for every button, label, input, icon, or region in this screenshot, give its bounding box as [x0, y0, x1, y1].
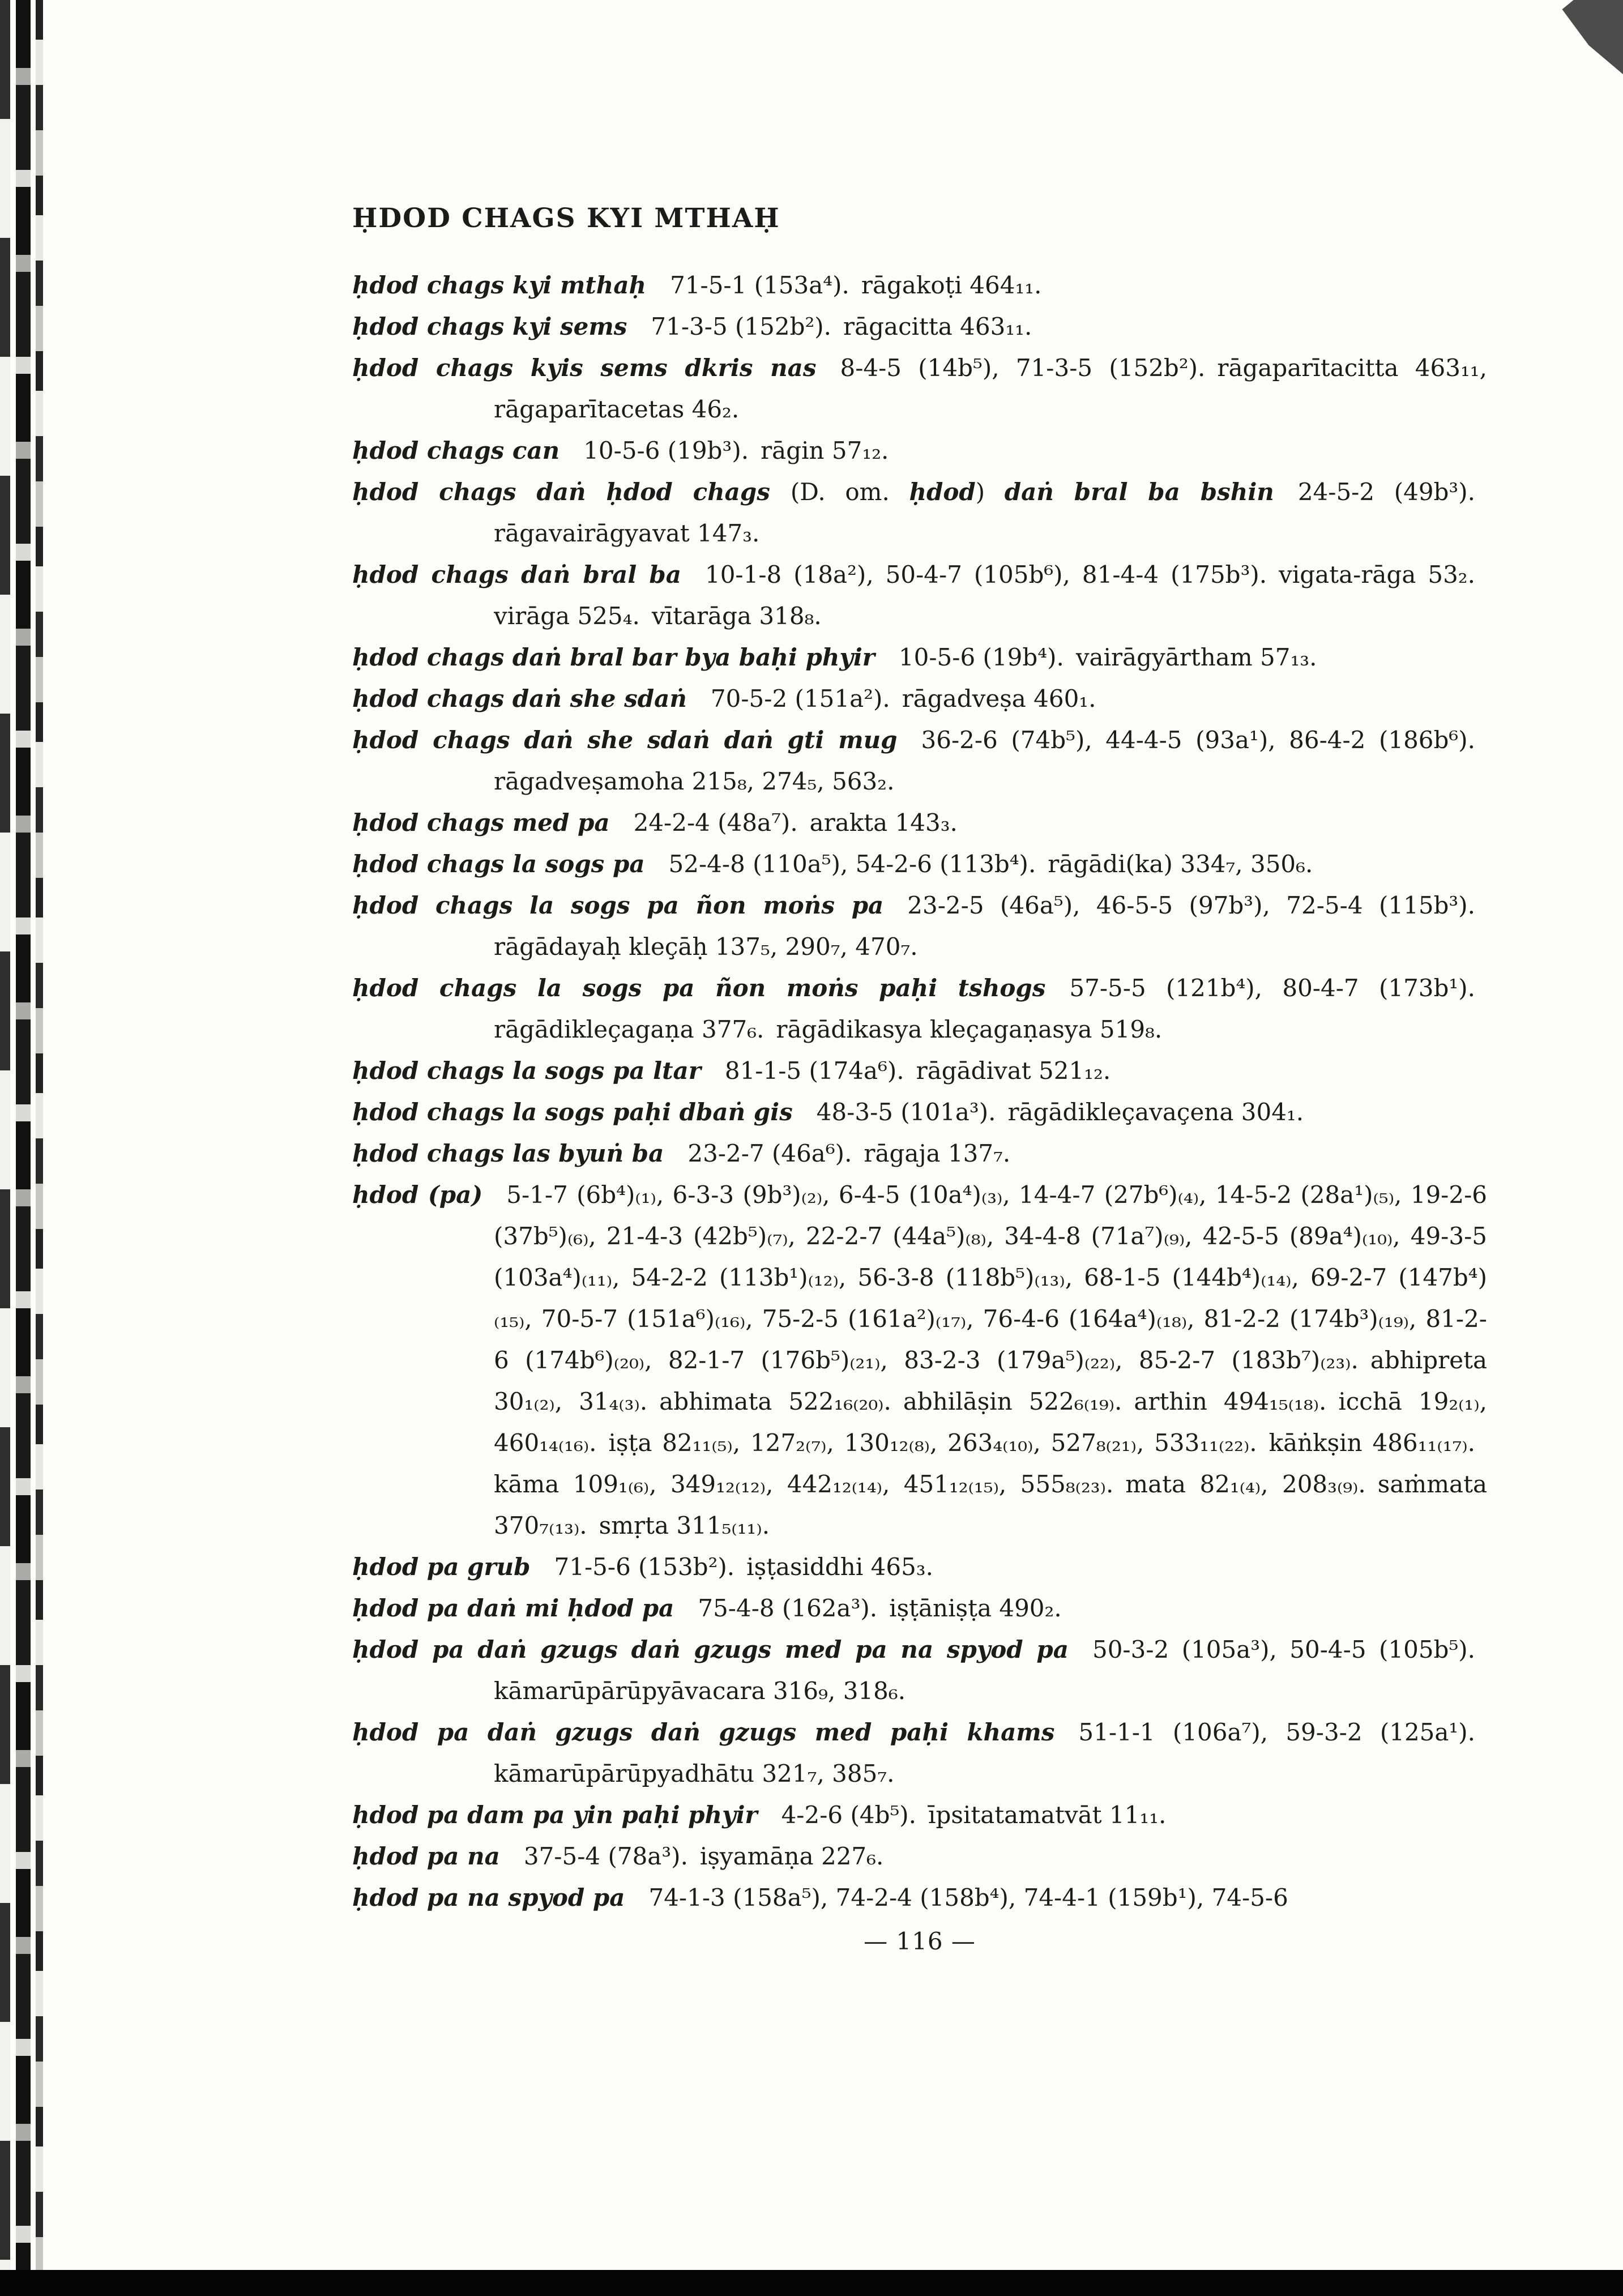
entry-term: ḥdod chags daṅ she sdaṅ daṅ gti mug: [352, 726, 898, 754]
entry-term: ḥdod pa daṅ gzugs daṅ gzugs med pa na spyod pa: [352, 1636, 1069, 1663]
entry-term: ḥdod chags kyis sems dkris nas: [352, 354, 817, 382]
scan-artifact-bottom-bar: [0, 2270, 1623, 2296]
section-header: ḤDOD CHAGS KYI MTHAḤ: [352, 203, 780, 234]
entry-body: 50-3-2 (105a³), 50-4-5 (105b⁵). kāmarūpārūpyāvacara 316₉, 318₆.: [494, 1636, 1488, 1705]
entry-body: 81-1-5 (174a⁶). rāgādivat 521₁₂.: [701, 1057, 1111, 1085]
entry-term: ḥdod pa dam pa yin paḥi phyir: [352, 1801, 758, 1829]
entry-term: ḥdod chags la sogs pa ñon moṅs pa: [352, 891, 884, 919]
index-entry: [352, 306, 1487, 347]
entry-body: 71-5-1 (153a⁴). rāgakoṭi 464₁₁.: [646, 271, 1042, 299]
entry-term: ḥdod chags can: [352, 437, 560, 464]
entry-body: 52-4-8 (110a⁵), 54-2-6 (113b⁴). rāgādi(ka) 334₇, 350₆.: [644, 850, 1313, 878]
entry-body: 36-2-6 (74b⁵), 44-4-5 (93a¹), 86-4-2 (186b⁶). rāgadveṣamoha 215₈, 274₅, 563₂.: [494, 726, 1487, 795]
index-entry: [352, 885, 1487, 967]
index-entry: [352, 471, 1487, 554]
index-entry: [352, 1836, 1487, 1877]
scan-artifact-left-edge-outer: [0, 0, 10, 2270]
entry-term: ḥdod: [909, 478, 976, 506]
index-entry: [352, 430, 1487, 471]
entry-body: 71-5-6 (153b²). iṣṭasiddhi 465₃.: [530, 1553, 933, 1581]
entry-body: 48-3-5 (101a³). rāgādikleçavaçena 304₁.: [792, 1098, 1304, 1126]
index-entry: [352, 1877, 1487, 1918]
entry-body: 75-4-8 (162a³). iṣṭāniṣṭa 490₂.: [674, 1594, 1062, 1622]
index-entry: [352, 554, 1487, 637]
scan-artifact-top-right-corner: [1560, 0, 1623, 78]
index-entry: [352, 843, 1487, 885]
index-entry: [352, 1629, 1487, 1712]
entry-body: 10-5-6 (19b⁴). vairāgyārtham 57₁₃.: [874, 643, 1317, 671]
index-entry: [352, 637, 1487, 678]
entry-body: 23-2-5 (46a⁵), 46-5-5 (97b³), 72-5-4 (115b³). rāgādayaḥ kleçāḥ 137₅, 290₇, 470₇.: [494, 891, 1487, 961]
entry-body: 4-2-6 (4b⁵). īpsitatamatvāt 11₁₁.: [757, 1801, 1167, 1829]
entry-term: ḥdod pa grub: [352, 1553, 531, 1581]
entry-body: 8-4-5 (14b⁵), 71-3-5 (152b²). rāgaparītacitta 463₁₁, rāgaparītacetas 46₂.: [494, 354, 1487, 423]
index-entry: [352, 1133, 1487, 1174]
entry-term: ḥdod chags la sogs pa: [352, 850, 645, 878]
entry-term: ḥdod (pa): [352, 1181, 483, 1209]
entry-list: [352, 264, 1487, 1918]
entry-term: ḥdod pa daṅ mi ḥdod pa: [352, 1594, 674, 1622]
entry-body: 70-5-2 (151a²). rāgadveṣa 460₁.: [686, 685, 1096, 712]
entry-body: 37-5-4 (78a³). iṣyamāṇa 227₆.: [499, 1842, 884, 1870]
index-entry: [352, 1050, 1487, 1091]
entry-term: ḥdod pa daṅ gzugs daṅ gzugs med paḥi khams: [352, 1718, 1055, 1746]
index-entry: [352, 678, 1487, 719]
entry-term: ḥdod chags daṅ bral ba: [352, 561, 681, 588]
entry-term: ḥdod chags la sogs paḥi dbaṅ gis: [352, 1098, 793, 1126]
index-entry: [352, 1712, 1487, 1794]
entry-body: 10-5-6 (19b³). rāgin 57₁₂.: [559, 437, 889, 464]
entry-term: ḥdod chags daṅ she sdaṅ: [352, 685, 687, 712]
entry-term: ḥdod chags las byuṅ ba: [352, 1140, 664, 1167]
entry-term: ḥdod pa na: [352, 1842, 500, 1870]
index-entry: [352, 1174, 1487, 1546]
entry-body: 24-2-4 (48a⁷). arakta 143₃.: [609, 809, 958, 837]
entry-body: 10-1-8 (18a²), 50-4-7 (105b⁶), 81-4-4 (175b³). vigata-rāga 53₂. virāga 525₄. vītarāga 318₈.: [494, 561, 1487, 630]
entry-term: ḥdod pa na spyod pa: [352, 1884, 625, 1911]
entry-body: (D. om.: [790, 478, 909, 506]
entry-term: ḥdod chags daṅ ḥdod chags: [352, 478, 791, 506]
index-entry: [352, 1546, 1487, 1587]
index-entry: [352, 264, 1487, 306]
entry-body: 5-1-7 (6b⁴)₍₁₎, 6-3-3 (9b³)₍₂₎, 6-4-5 (10a⁴)₍₃₎, 14-4-7 (27b⁶)₍₄₎, 14-5-2 (28a¹)₍₅₎, 19-2-6 (37b⁵)₍₆₎, 21-4-3 (42b⁵)₍₇₎, 22-2-7 (44a⁵)₍₈₎, 34-4-8 (71a⁷)₍₉₎, 42-5-5 (89a⁴)₍₁₀₎, 49-3-5 (103a⁴)₍₁₁₎, 54-2-2 (113b¹)₍₁₂₎, 56-3-8 (118b⁵)₍₁₃₎, 68-1-5 (144b⁴)₍₁₄₎, 69-2-7 (147b⁴)₍₁₅₎, 70-5-7 (151a⁶)₍₁₆₎, 75-2-5 (161a²)₍₁₇₎, 76-4-6 (164a⁴)₍₁₈₎, 81-2-2 (174b³)₍₁₉₎, 81-2-6 (174b⁶)₍₂₀₎, 82-1-7 (176b⁵)₍₂₁₎, 83-2-3 (179a⁵)₍₂₂₎, 85-2-7 (183b⁷)₍₂₃₎. abhipreta 30₁₍₂₎, 31₄₍₃₎. abhimata 522₁₆₍₂₀₎. abhilāṣin 522₆₍₁₉₎. arthin 494₁₅₍₁₈₎. icchā 19₂₍₁₎, 460₁₄₍₁₆₎. iṣṭa 82₁₁₍₅₎, 127₂₍₇₎, 130₁₂₍₈₎, 263₄₍₁₀₎, 527₈₍₂₁₎, 533₁₁₍₂₂₎. kāṅkṣin 486₁₁₍₁₇₎. kāma 109₁₍₆₎, 349₁₂₍₁₂₎, 442₁₂₍₁₄₎, 451₁₂₍₁₅₎, 555₈₍₂₃₎. mata 82₁₍₄₎, 208₃₍₉₎. saṁmata 370₇₍₁₃₎. smṛta 311₅₍₁₁₎.: [482, 1181, 1487, 1539]
page-number: — 116 —: [864, 1927, 976, 1955]
entry-body: 23-2-7 (46a⁶). rāgaja 137₇.: [664, 1140, 1011, 1167]
index-entry: [352, 1587, 1487, 1629]
entry-term: ḥdod chags kyi sems: [352, 313, 627, 340]
index-entry: [352, 1794, 1487, 1836]
entry-term: ḥdod chags daṅ bral bar bya baḥi phyir: [352, 643, 875, 671]
scan-artifact-left-edge-inner: [36, 0, 43, 2270]
entry-body: ): [975, 478, 1005, 506]
entry-body: 71-3-5 (152b²). rāgacitta 463₁₁.: [627, 313, 1032, 340]
entry-term: ḥdod chags la sogs pa ltar: [352, 1057, 701, 1085]
entry-body: 74-1-3 (158a⁵), 74-2-4 (158b⁴), 74-4-1 (159b¹), 74-5-6: [625, 1884, 1288, 1911]
index-entry: [352, 719, 1487, 802]
index-entry: [352, 967, 1487, 1050]
entry-term: ḥdod chags la sogs pa ñon moṅs paḥi tshogs: [352, 974, 1046, 1002]
entry-body: 57-5-5 (121b⁴), 80-4-7 (173b¹). rāgādikleçagaṇa 377₆. rāgādikasya kleçagaṇasya 519₈.: [494, 974, 1487, 1043]
entry-term: daṅ bral ba bshin: [1004, 478, 1274, 506]
entry-body: 24-5-2 (49b³). rāgavairāgyavat 147₃.: [494, 478, 1488, 547]
index-entry: [352, 1091, 1487, 1133]
text-column: [352, 203, 1487, 1955]
index-entry: [352, 347, 1487, 430]
scan-artifact-left-edge: [16, 0, 31, 2270]
entry-body: 51-1-1 (106a⁷), 59-3-2 (125a¹). kāmarūpārūpyadhātu 321₇, 385₇.: [494, 1718, 1487, 1787]
entry-term: ḥdod chags med pa: [352, 809, 610, 837]
index-entry: [352, 802, 1487, 843]
entry-term: ḥdod chags kyi mthaḥ: [352, 271, 647, 299]
